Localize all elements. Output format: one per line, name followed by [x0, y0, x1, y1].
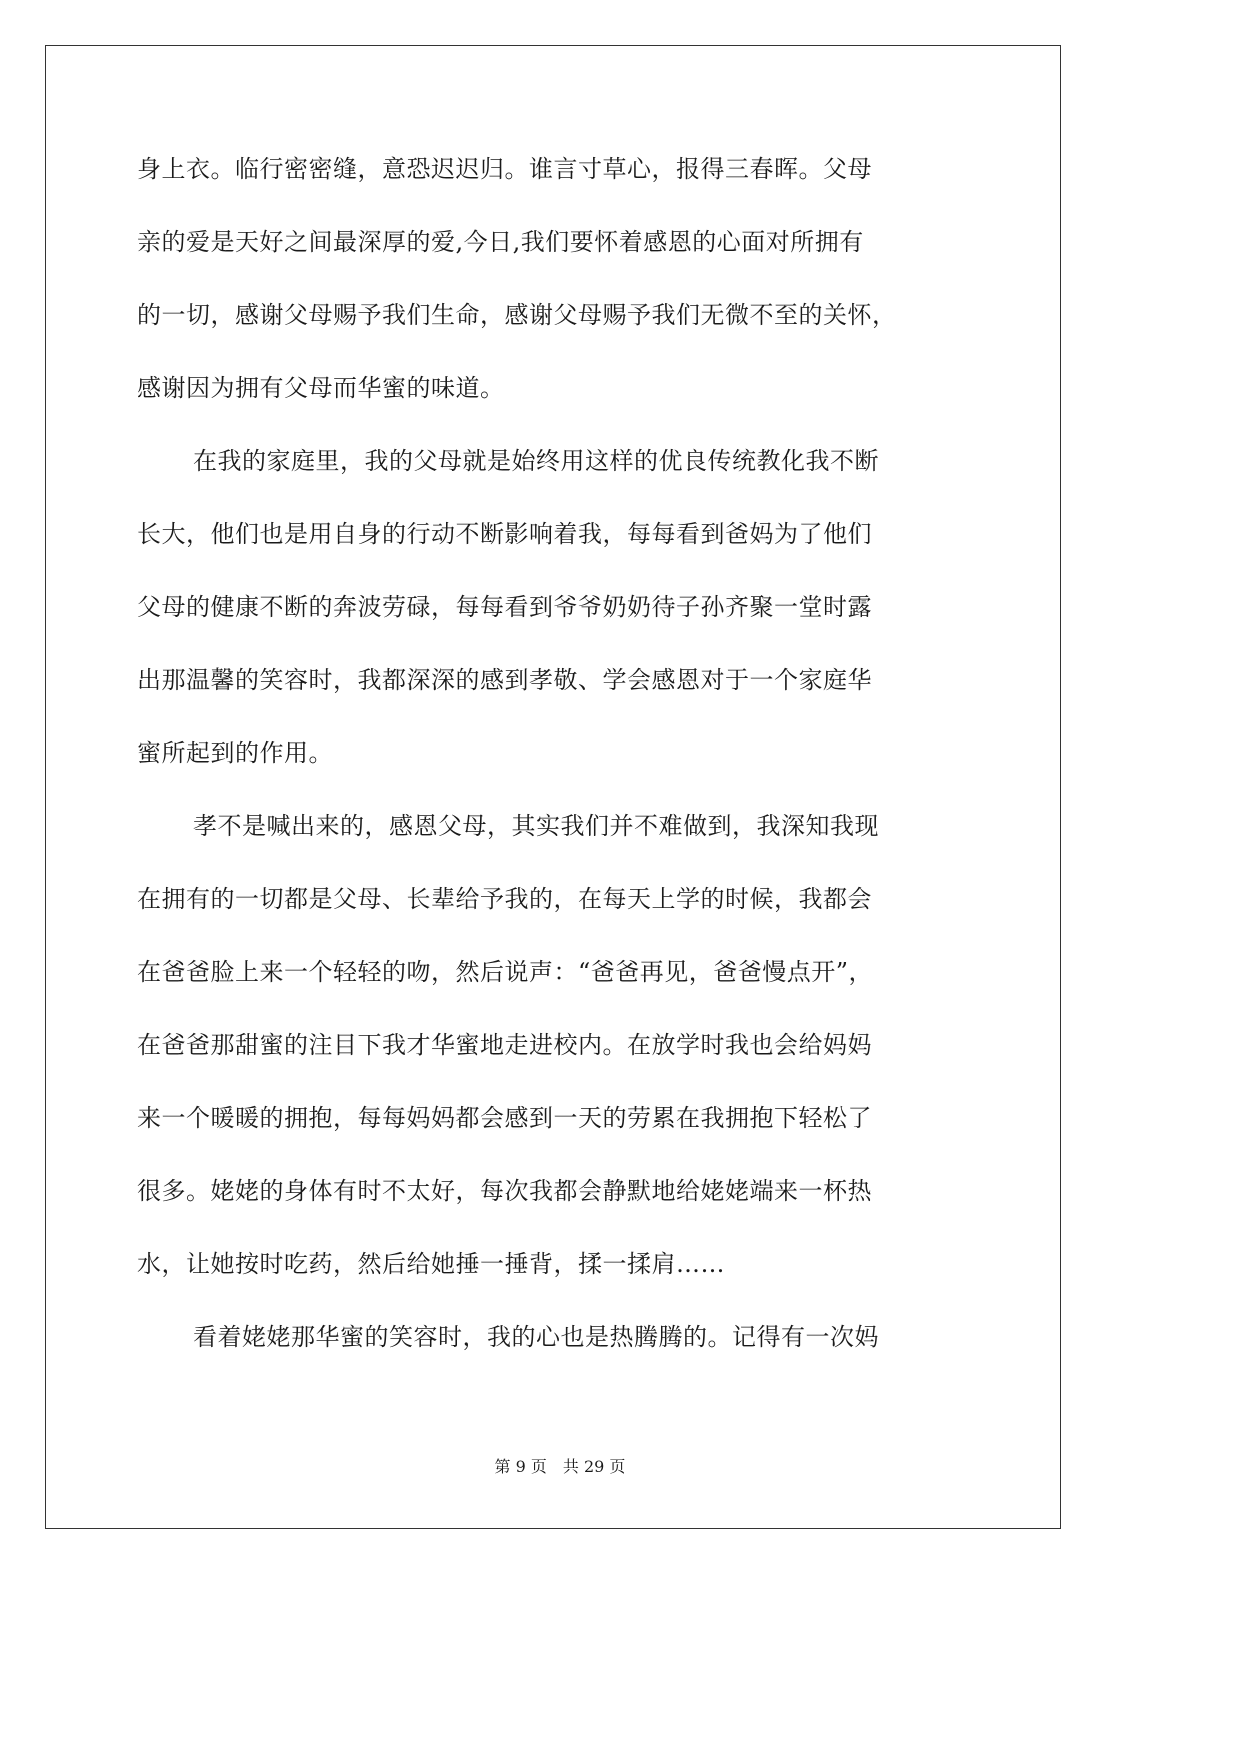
body-line-7: 父母的健康不断的奔波劳碌，每每看到爷爷奶奶待子孙齐聚一堂时露 — [137, 593, 872, 621]
page-footer: 第 9 页 共 29 页 — [494, 1457, 626, 1476]
body-line-13: 在爸爸那甜蜜的注目下我才华蜜地走进校内。在放学时我也会给妈妈 — [137, 1031, 872, 1059]
body-line-16: 水，让她按时吃药，然后给她捶一捶背，揉一揉肩…… — [137, 1250, 725, 1278]
body-line-11: 在拥有的一切都是父母、长辈给予我的，在每天上学的时候，我都会 — [137, 885, 872, 913]
body-line-2: 亲的爱是天好之间最深厚的爱,今日,我们要怀着感恩的心面对所拥有 — [137, 228, 864, 256]
body-line-3: 的一切，感谢父母赐予我们生命，感谢父母赐予我们无微不至的关怀， — [137, 301, 897, 329]
body-line-14: 来一个暖暖的拥抱，每每妈妈都会感到一天的劳累在我拥抱下轻松了 — [137, 1104, 872, 1132]
body-line-9: 蜜所起到的作用。 — [137, 739, 333, 767]
body-line-15: 很多。姥姥的身体有时不太好，每次我都会静默地给姥姥端来一杯热 — [137, 1177, 872, 1205]
body-line-5: 在我的家庭里，我的父母就是始终用这样的优良传统教化我不断 — [193, 447, 879, 475]
body-line-12: 在爸爸脸上来一个轻轻的吻，然后说声：“爸爸再见，爸爸慢点开”， — [137, 958, 874, 986]
body-line-4: 感谢因为拥有父母而华蜜的味道。 — [137, 374, 505, 402]
body-line-10: 孝不是喊出来的，感恩父母，其实我们并不难做到，我深知我现 — [193, 812, 879, 840]
body-line-17: 看着姥姥那华蜜的笑容时，我的心也是热腾腾的。记得有一次妈 — [193, 1323, 879, 1351]
body-line-6: 长大，他们也是用自身的行动不断影响着我，每每看到爸妈为了他们 — [137, 520, 872, 548]
body-line-8: 出那温馨的笑容时，我都深深的感到孝敬、学会感恩对于一个家庭华 — [137, 666, 872, 694]
body-line-1: 身上衣。临行密密缝，意恐迟迟归。谁言寸草心，报得三春晖。父母 — [137, 155, 872, 183]
page-border — [45, 45, 1061, 1529]
